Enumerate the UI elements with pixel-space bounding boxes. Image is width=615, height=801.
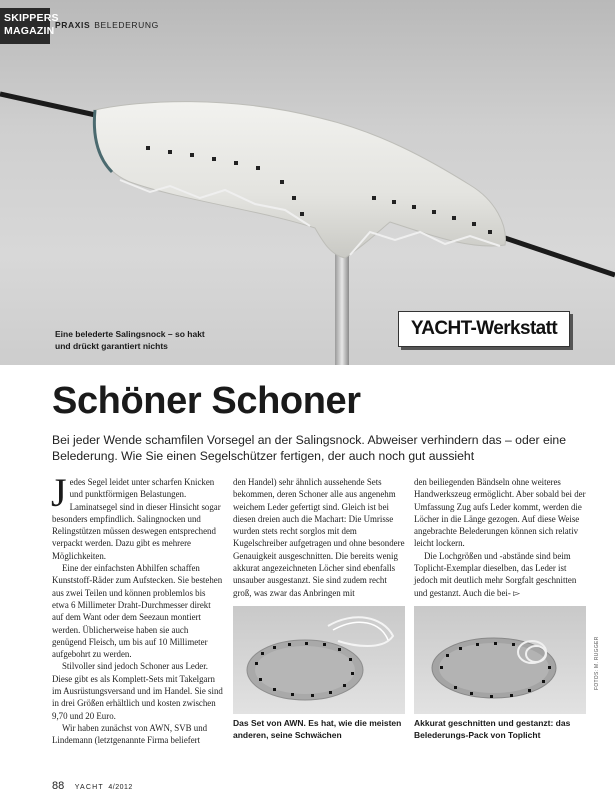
article-deck: Bei jeder Wende schamfilen Vorsegel an der Salingsnock. Abweiser verhindern das – oder eine Belederung. Wie Sie einen Segelschützer fertigen, der auch noch gut aussieht — [52, 433, 566, 463]
hero-caption: Eine belederte Salingsnock – so hakt und drückt garantiert nichts — [55, 329, 205, 351]
section-breadcrumb — [55, 20, 159, 30]
badge-line-2: MAGAZIN — [4, 25, 55, 37]
badge-line-1: SKIPPERS — [4, 12, 59, 24]
paragraph: den beiliegenden Bändseln ohne weiteres Handwerkszeug ermöglicht. Aber sobald bei der Umfassung Zug aufs Leder kommt, werden die Löcher in die Länge gezogen. Auf diese Weise angebrachte Belederungen können sich relativ leicht lockern. — [414, 477, 586, 549]
magazine-badge — [0, 8, 59, 44]
paragraph: Die Lochgrößen und -abstände sind beim Toplicht-Exemplar dieselben, das Leder ist jedoch mit deutlich mehr Sorgfalt geschnitten und gestanzt. Auch die bei- ▻ — [414, 550, 577, 598]
body-column-3 — [414, 476, 586, 599]
toplicht-set-photo — [414, 606, 586, 714]
issue-number: 4/2012 — [108, 784, 133, 791]
page-number: 88 — [52, 780, 65, 792]
hero-photo — [0, 0, 615, 365]
paragraph: Stilvoller sind jedoch Schoner aus Leder. Diese gibt es als Komplett-Sets mit Takelgarn im Ausrüstungsversand und im Handel. Sie sind in drei Größen erhältlich und kosten zwischen 9,70 und 20 Euro. — [52, 661, 223, 721]
page-footer — [52, 776, 133, 794]
werkstatt-label: YACHT-Werkstatt — [398, 311, 570, 347]
body-column-1 — [51, 470, 224, 747]
paragraph-text: edes Segel leidet unter scharfen Knicken und punktförmigen Belastungen. Laminatsegel sind in dieser Hinsicht sogar besonders empfindlich. Salingnocken und Relingstützen müssen deswegen entsprechend verpackt werden. Dazu gibt es mehrere Möglichkeiten. — [52, 477, 221, 561]
paragraph: den Handel) sehr ähnlich aussehende Sets bekommen, deren Schoner alle aus angenehm weichem Leder gefertigt sind. Gleich ist bei diesen dreien auch die Machart: Die Umrisse wurden stets recht sorglos mit dem Kugelschreiber aufgetragen und ohne besondere Genauigkeit ausgeschnitten. Die bereits wenig akkurat angezeichneten Löcher sind ebenfalls unsauber ausgestanzt. Sie sind zudem recht groß, was zwar das Anbringen mit — [233, 477, 405, 598]
photo-credit: FOTOS: M. RUGGER — [594, 636, 600, 690]
magazine-name: YACHT — [74, 784, 104, 791]
article-headline: Schöner Schoner — [52, 380, 361, 422]
paragraph: Eine der einfachsten Abhilfen schaffen Kunststoff-Räder zum Aufstecken. Sie bestehen aus zwei Teilen und können problemlos bis etwa 6 Millimeter Draht-Durchmesser direkt auf dem Want oder dem Seezaun montiert werden. Üblicherweise haben sie auch genügend Fleisch, um bis auf 10 Millimeter aufgebohrt zu werden. — [52, 563, 223, 660]
photo-caption-toplicht: Akkurat geschnitten und gestanzt: das Belederungs-Pack von Toplicht — [414, 718, 571, 740]
paragraph — [51, 470, 224, 562]
paragraph: Wir haben zunächst von AWN, SVB und Lindemann (letztgenannte Firma beliefert — [52, 722, 208, 746]
drop-cap: J — [51, 470, 67, 515]
awn-set-photo — [233, 606, 405, 714]
subsection-label: BELEDERUNG — [94, 20, 159, 30]
section-label: PRAXIS — [55, 20, 91, 30]
photo-caption-awn: Das Set von AWN. Es hat, wie die meisten anderen, seine Schwächen — [233, 718, 402, 740]
body-column-2 — [233, 476, 405, 599]
